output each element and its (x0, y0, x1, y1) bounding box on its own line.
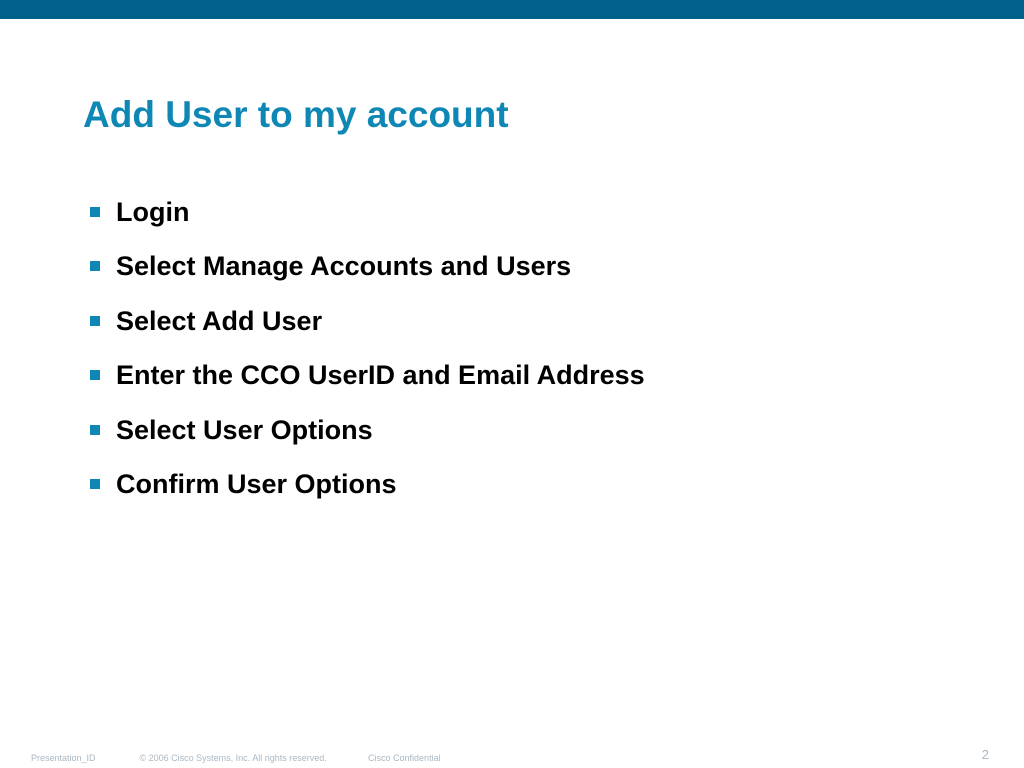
bullet-text: Select Manage Accounts and Users (116, 251, 572, 282)
footer-confidential: Cisco Confidential (368, 753, 441, 763)
square-bullet-icon (90, 370, 100, 380)
footer-copyright: © 2006 Cisco Systems, Inc. All rights reserved. (139, 753, 327, 763)
bullet-text: Select User Options (116, 414, 373, 445)
square-bullet-icon (90, 207, 100, 217)
slide-title: Add User to my account (83, 94, 509, 135)
square-bullet-icon (90, 261, 100, 271)
footer-presentation-id: Presentation_ID (31, 753, 96, 763)
bullet-item (90, 356, 645, 410)
slide-footer (31, 752, 441, 764)
bullet-text: Confirm User Options (116, 468, 397, 499)
bullet-text: Enter the CCO UserID and Email Address (116, 360, 645, 391)
bullet-text: Select Add User (116, 305, 323, 336)
bullet-item (90, 247, 645, 301)
bullet-item (90, 411, 645, 465)
square-bullet-icon (90, 479, 100, 489)
bullet-item (90, 193, 645, 247)
bullet-item (90, 465, 645, 519)
top-banner-bar (0, 0, 1024, 19)
page-number: 2 (981, 747, 989, 762)
bullet-list (90, 193, 645, 519)
bullet-text: Login (116, 197, 190, 227)
square-bullet-icon (90, 316, 100, 326)
square-bullet-icon (90, 425, 100, 435)
bullet-item (90, 302, 645, 356)
